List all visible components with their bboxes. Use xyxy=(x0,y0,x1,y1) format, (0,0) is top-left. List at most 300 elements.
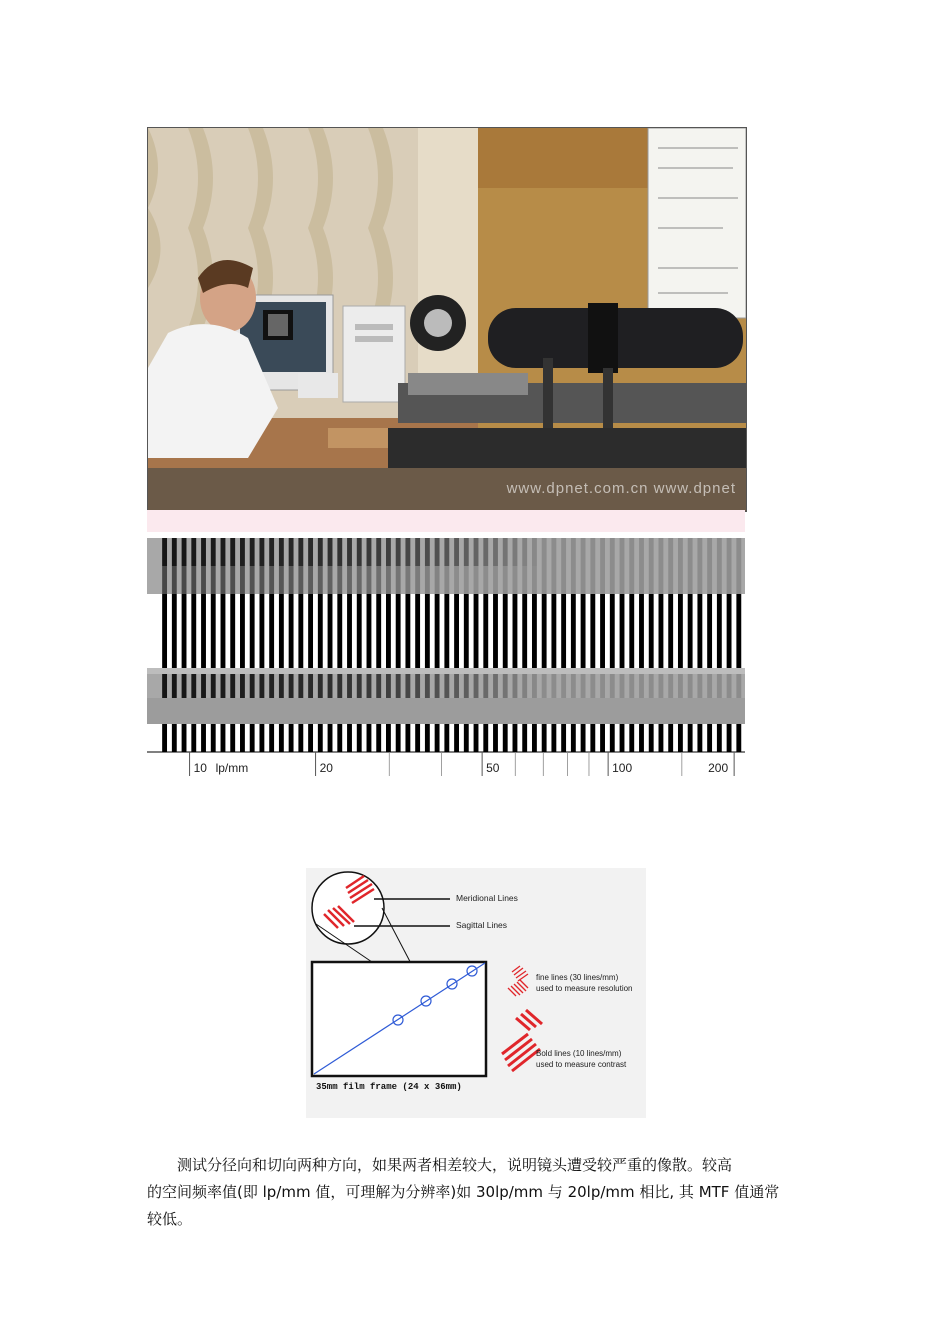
sweep-bar xyxy=(328,724,333,752)
sweep-bar xyxy=(308,538,313,566)
sweep-bar xyxy=(337,594,342,668)
sweep-bar xyxy=(483,538,488,566)
sweep-bar xyxy=(357,566,362,594)
sweep-bar xyxy=(620,674,625,698)
sweep-bar xyxy=(474,724,479,752)
sweep-bar xyxy=(483,674,488,698)
sweep-bar xyxy=(454,724,459,752)
sweep-bar xyxy=(172,724,177,752)
sweep-bar xyxy=(415,594,420,668)
sweep-bar xyxy=(503,674,508,698)
sweep-bar xyxy=(513,674,518,698)
sweep-bar xyxy=(289,594,294,668)
sweep-bar xyxy=(717,594,722,668)
sweep-bar xyxy=(289,566,294,594)
sweep-bar xyxy=(629,594,634,668)
sweep-bar xyxy=(649,594,654,668)
sweep-bar xyxy=(182,538,187,566)
sweep-bar xyxy=(240,566,245,594)
sweep-bar xyxy=(668,674,673,698)
sweep-bar xyxy=(259,538,264,566)
sweep-bar xyxy=(532,594,537,668)
sweep-bar xyxy=(513,538,518,566)
sweep-bar xyxy=(493,538,498,566)
sweep-bar xyxy=(386,674,391,698)
sweep-bar xyxy=(269,538,274,566)
sweep-bar xyxy=(454,538,459,566)
sweep-bar xyxy=(610,674,615,698)
sweep-bar xyxy=(318,538,323,566)
sweep-bar xyxy=(376,538,381,566)
sweep-bar xyxy=(736,674,741,698)
sweep-bar xyxy=(386,566,391,594)
sweep-bar xyxy=(279,724,284,752)
x-tick-label: 100 xyxy=(612,761,633,775)
sweep-bar xyxy=(659,594,664,668)
sweep-bar xyxy=(347,538,352,566)
sweep-bar xyxy=(513,724,518,752)
sweep-bar xyxy=(279,674,284,698)
sweep-bar xyxy=(707,674,712,698)
sweep-bar xyxy=(318,566,323,594)
sweep-bar xyxy=(483,566,488,594)
sweep-bar xyxy=(668,538,673,566)
sweep-bar xyxy=(328,594,333,668)
sweep-bar xyxy=(649,674,654,698)
sweep-bar xyxy=(367,724,372,752)
sweep-bar xyxy=(298,566,303,594)
sweep-bar xyxy=(230,724,235,752)
sweep-bar xyxy=(503,724,508,752)
sweep-bar xyxy=(250,566,255,594)
sweep-bar xyxy=(182,674,187,698)
sweep-bar xyxy=(629,674,634,698)
sweep-bar xyxy=(542,674,547,698)
sweep-bar xyxy=(493,566,498,594)
sweep-bar xyxy=(376,674,381,698)
sweep-bar xyxy=(727,724,732,752)
sweep-bar xyxy=(483,594,488,668)
sweep-bar xyxy=(561,724,566,752)
sweep-bar xyxy=(328,566,333,594)
sweep-bar xyxy=(717,674,722,698)
sweep-bar xyxy=(211,594,216,668)
sweep-bar xyxy=(289,724,294,752)
sweep-bar xyxy=(201,594,206,668)
sweep-bar xyxy=(483,724,488,752)
sweep-bar xyxy=(532,724,537,752)
sweep-bar xyxy=(367,594,372,668)
sweep-bar xyxy=(551,566,556,594)
sweep-bar xyxy=(610,538,615,566)
sweep-bar xyxy=(298,594,303,668)
paragraph-line-2: 的空间频率值(即 lp/mm 值，可理解为分辨率)如 30lp/mm 与 20lp/mm 相比, 其 MTF 值通常 xyxy=(147,1183,780,1201)
sweep-bar xyxy=(688,566,693,594)
sweep-bar xyxy=(347,674,352,698)
sweep-bar xyxy=(590,724,595,752)
sweep-bar xyxy=(396,724,401,752)
sweep-bar xyxy=(464,594,469,668)
sweep-bar xyxy=(697,594,702,668)
sweep-bar xyxy=(347,566,352,594)
sweep-bar xyxy=(668,566,673,594)
sweep-bar xyxy=(639,538,644,566)
sweep-bar xyxy=(328,538,333,566)
sweep-bar xyxy=(172,538,177,566)
sweep-bar xyxy=(600,566,605,594)
sweep-bar xyxy=(727,566,732,594)
sweep-bar xyxy=(464,538,469,566)
sweep-bar xyxy=(688,594,693,668)
sweep-bar xyxy=(162,566,167,594)
sweep-bar xyxy=(736,566,741,594)
sweep-bar xyxy=(269,674,274,698)
sweep-bar xyxy=(474,566,479,594)
sweep-bar xyxy=(736,724,741,752)
sweep-bar xyxy=(298,538,303,566)
sweep-bar xyxy=(493,594,498,668)
sweep-bar xyxy=(707,566,712,594)
sweep-bar xyxy=(308,566,313,594)
sagittal-lines-label: Sagittal Lines xyxy=(456,920,508,930)
sweep-bar xyxy=(201,674,206,698)
sweep-bar xyxy=(221,594,226,668)
sweep-bar xyxy=(172,674,177,698)
sweep-bar xyxy=(337,566,342,594)
sweep-bar xyxy=(337,674,342,698)
sweep-bar xyxy=(405,674,410,698)
sweep-bar xyxy=(581,538,586,566)
sweep-bar xyxy=(659,566,664,594)
sweep-bar xyxy=(337,724,342,752)
sweep-bar xyxy=(405,594,410,668)
sweep-bar xyxy=(600,674,605,698)
sweep-bar xyxy=(269,594,274,668)
sweep-bar xyxy=(581,566,586,594)
sweep-bar xyxy=(697,566,702,594)
sweep-bar xyxy=(532,538,537,566)
sweep-bar xyxy=(454,674,459,698)
sweep-bar xyxy=(259,674,264,698)
sweep-bar xyxy=(328,674,333,698)
sweep-bar xyxy=(688,538,693,566)
sweep-bar xyxy=(201,566,206,594)
sweep-bar xyxy=(191,538,196,566)
sweep-bar xyxy=(376,566,381,594)
sweep-bar xyxy=(678,566,683,594)
sweep-bar xyxy=(435,594,440,668)
bold-lines-caption xyxy=(536,1048,626,1070)
sweep-bar xyxy=(308,674,313,698)
sweep-bar xyxy=(337,538,342,566)
sweep-bar xyxy=(211,566,216,594)
sweep-bar xyxy=(396,674,401,698)
sweep-bar xyxy=(435,724,440,752)
sweep-bar xyxy=(551,538,556,566)
sweep-bar xyxy=(259,566,264,594)
sweep-bar xyxy=(571,538,576,566)
sweep-bar xyxy=(717,724,722,752)
sweep-bar xyxy=(162,674,167,698)
sweep-bar xyxy=(736,594,741,668)
sweep-bar xyxy=(367,566,372,594)
sweep-bar xyxy=(717,538,722,566)
sweep-bar xyxy=(532,566,537,594)
sweep-bar xyxy=(211,674,216,698)
sweep-bar xyxy=(727,594,732,668)
paragraph-line-1: 测试分径向和切向两种方向，如果两者相差较大，说明镜头遭受较严重的像散。较高 xyxy=(177,1156,733,1174)
sweep-bar xyxy=(425,724,430,752)
sweep-bar xyxy=(610,724,615,752)
sweep-bar xyxy=(600,594,605,668)
sweep-bar xyxy=(551,724,556,752)
sweep-bar xyxy=(259,724,264,752)
sweep-bar xyxy=(727,674,732,698)
sweep-bar xyxy=(221,566,226,594)
sweep-bar xyxy=(347,594,352,668)
sweep-bar xyxy=(639,674,644,698)
sweep-bar xyxy=(318,674,323,698)
fine-lines-line2: used to measure resolution xyxy=(536,984,633,993)
sweep-bar xyxy=(415,538,420,566)
sweep-bar xyxy=(415,566,420,594)
sweep-bar xyxy=(590,674,595,698)
fine-lines-caption xyxy=(536,972,633,994)
sweep-bar xyxy=(620,594,625,668)
sweep-bar xyxy=(425,538,430,566)
fine-lines-line1: fine lines (30 lines/mm) xyxy=(536,973,619,982)
sweep-bar xyxy=(697,538,702,566)
sweep-bar xyxy=(678,594,683,668)
paragraph-line-3: 较低。 xyxy=(147,1210,193,1228)
sweep-bar xyxy=(357,674,362,698)
sweep-bar xyxy=(629,538,634,566)
sweep-bar xyxy=(376,724,381,752)
sweep-bar xyxy=(318,594,323,668)
meridional-lines-label: Meridional Lines xyxy=(456,893,518,903)
chart-row-gap xyxy=(147,668,745,674)
sweep-bar xyxy=(230,594,235,668)
sweep-bar xyxy=(629,724,634,752)
sweep-bar xyxy=(357,538,362,566)
sweep-bar xyxy=(513,594,518,668)
sweep-bar xyxy=(639,594,644,668)
sweep-bar xyxy=(415,674,420,698)
sweep-bar xyxy=(600,724,605,752)
sweep-bar xyxy=(435,566,440,594)
sweep-bar xyxy=(688,724,693,752)
sweep-bar xyxy=(444,594,449,668)
sweep-bar xyxy=(561,538,566,566)
sweep-bar xyxy=(600,538,605,566)
sweep-bar xyxy=(201,724,206,752)
sweep-bar xyxy=(464,724,469,752)
bold-lines-line1: Bold lines (10 lines/mm) xyxy=(536,1049,622,1058)
sweep-bar xyxy=(668,594,673,668)
sweep-bar xyxy=(435,674,440,698)
sweep-bar xyxy=(405,538,410,566)
sweep-bar xyxy=(610,594,615,668)
sweep-bar xyxy=(736,538,741,566)
sweep-bar xyxy=(240,674,245,698)
sweep-bar xyxy=(659,674,664,698)
sweep-bar xyxy=(405,566,410,594)
sweep-bar xyxy=(298,674,303,698)
sweep-bar xyxy=(289,674,294,698)
sweep-bar xyxy=(298,724,303,752)
sweep-bar xyxy=(522,594,527,668)
sweep-bar xyxy=(639,724,644,752)
x-tick-label: 20 xyxy=(319,761,333,775)
sweep-bar xyxy=(386,724,391,752)
film-frame-caption: 35mm film frame (24 x 36mm) xyxy=(316,1082,462,1092)
sweep-bar xyxy=(182,594,187,668)
sweep-bar xyxy=(182,566,187,594)
sweep-bar xyxy=(172,594,177,668)
sweep-bar xyxy=(250,538,255,566)
sweep-bar xyxy=(289,538,294,566)
sweep-bar xyxy=(279,538,284,566)
sweep-bar xyxy=(201,538,206,566)
sweep-bar xyxy=(435,538,440,566)
sweep-bar xyxy=(240,724,245,752)
sweep-bar xyxy=(444,674,449,698)
sweep-bar xyxy=(259,594,264,668)
sweep-bar xyxy=(493,724,498,752)
sweep-bar xyxy=(172,566,177,594)
sweep-bar xyxy=(396,538,401,566)
x-unit-label: lp/mm xyxy=(215,761,249,775)
sweep-bar xyxy=(425,674,430,698)
sweep-bar xyxy=(221,674,226,698)
sweep-bar xyxy=(444,538,449,566)
body-paragraph xyxy=(147,1152,807,1233)
sweep-bar xyxy=(561,566,566,594)
lab-photo xyxy=(147,127,747,512)
sweep-bar xyxy=(386,594,391,668)
sweep-bar xyxy=(590,538,595,566)
sweep-bar xyxy=(367,538,372,566)
sweep-bar xyxy=(532,674,537,698)
sweep-bar xyxy=(357,724,362,752)
sweep-bar xyxy=(396,594,401,668)
chart-row-flat xyxy=(147,698,745,724)
sweep-bar xyxy=(668,724,673,752)
sweep-bar xyxy=(367,674,372,698)
mtf-resolution-chart xyxy=(147,510,745,778)
sweep-bar xyxy=(678,674,683,698)
x-tick-label: 50 xyxy=(486,761,500,775)
sweep-bar xyxy=(318,724,323,752)
sweep-bar xyxy=(581,674,586,698)
sweep-bar xyxy=(269,566,274,594)
sweep-bar xyxy=(308,724,313,752)
sweep-bar xyxy=(542,724,547,752)
sweep-bar xyxy=(571,566,576,594)
sweep-bar xyxy=(707,594,712,668)
sweep-bar xyxy=(581,594,586,668)
sweep-bar xyxy=(649,566,654,594)
sweep-bar xyxy=(620,566,625,594)
sweep-bar xyxy=(250,594,255,668)
sweep-bar xyxy=(590,566,595,594)
x-tick-label: 10 xyxy=(193,761,207,775)
sweep-bar xyxy=(279,566,284,594)
sweep-bar xyxy=(191,594,196,668)
sweep-bar xyxy=(571,674,576,698)
sweep-bar xyxy=(503,594,508,668)
sweep-bar xyxy=(659,538,664,566)
sweep-bar xyxy=(688,674,693,698)
sweep-bar xyxy=(425,594,430,668)
sweep-bar xyxy=(308,594,313,668)
sweep-bar xyxy=(639,566,644,594)
sweep-bar xyxy=(610,566,615,594)
sweep-bar xyxy=(522,674,527,698)
sweep-bar xyxy=(581,724,586,752)
sweep-bar xyxy=(250,674,255,698)
sweep-bar xyxy=(474,594,479,668)
sweep-bar xyxy=(162,724,167,752)
sweep-bar xyxy=(561,594,566,668)
sweep-bar xyxy=(405,724,410,752)
sweep-bar xyxy=(230,566,235,594)
sweep-bar xyxy=(191,566,196,594)
sweep-bar xyxy=(620,538,625,566)
sweep-bar xyxy=(386,538,391,566)
sweep-bar xyxy=(551,594,556,668)
sweep-bar xyxy=(474,538,479,566)
sweep-bar xyxy=(551,674,556,698)
sweep-bar xyxy=(396,566,401,594)
sweep-bar xyxy=(678,538,683,566)
sweep-bar xyxy=(717,566,722,594)
sweep-bar xyxy=(513,566,518,594)
sweep-bar xyxy=(571,594,576,668)
sweep-bar xyxy=(269,724,274,752)
sweep-bar xyxy=(240,594,245,668)
sweep-bar xyxy=(620,724,625,752)
sweep-bar xyxy=(230,538,235,566)
sweep-bar xyxy=(211,724,216,752)
sweep-bar xyxy=(182,724,187,752)
sweep-bar xyxy=(542,594,547,668)
sweep-bar xyxy=(697,724,702,752)
bold-lines-line2: used to measure contrast xyxy=(536,1060,627,1069)
sweep-bar xyxy=(727,538,732,566)
sweep-bar xyxy=(221,538,226,566)
sweep-bar xyxy=(454,566,459,594)
sweep-bar xyxy=(191,724,196,752)
sweep-bar xyxy=(571,724,576,752)
sweep-bar xyxy=(697,674,702,698)
sweep-bar xyxy=(221,724,226,752)
x-tick-label: 200 xyxy=(708,761,729,775)
sweep-bar xyxy=(474,674,479,698)
sweep-bar xyxy=(542,538,547,566)
sweep-bar xyxy=(444,566,449,594)
sweep-bar xyxy=(454,594,459,668)
sweep-bar xyxy=(522,566,527,594)
sweep-bar xyxy=(678,724,683,752)
sweep-bar xyxy=(707,538,712,566)
sweep-bar xyxy=(357,594,362,668)
sweep-bar xyxy=(415,724,420,752)
sweep-bar xyxy=(191,674,196,698)
sweep-bar xyxy=(240,538,245,566)
sweep-bar xyxy=(250,724,255,752)
sweep-bar xyxy=(629,566,634,594)
